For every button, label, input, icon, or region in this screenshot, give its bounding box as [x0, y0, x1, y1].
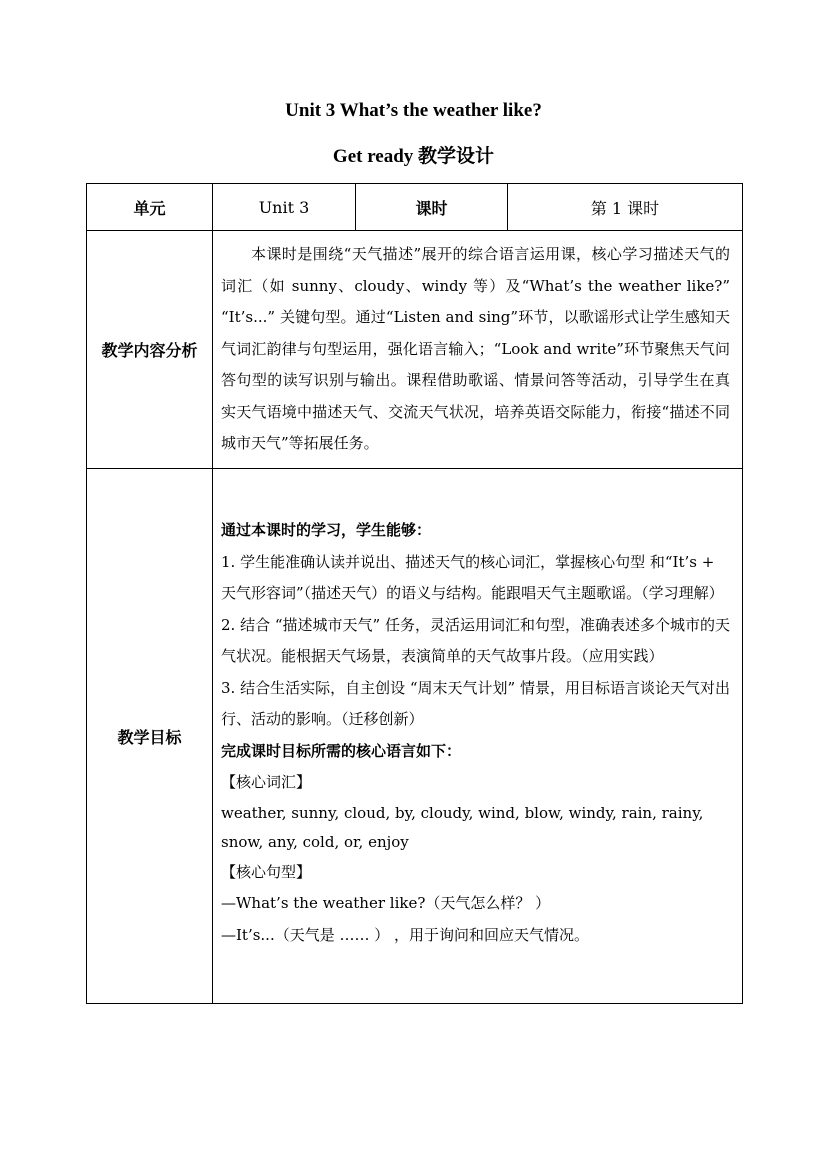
- pattern-2: —It’s...（天气是 …… ） ，用于询问和回应天气情况。: [221, 925, 590, 944]
- objectives-row: [87, 469, 743, 1004]
- pattern-1: —What’s the weather like?（天气怎么样？ ）: [221, 894, 551, 912]
- unit-label: 单元: [87, 184, 213, 231]
- document-subtitle: Get ready 教学设计: [332, 146, 495, 167]
- vocab-list: weather, sunny, cloud, by, cloudy, wind, blow, windy, rain, rainy, snow, any, cold, or, enjoy: [221, 803, 704, 851]
- core-language-intro: 完成课时目标所需的核心语言如下：: [221, 741, 462, 760]
- analysis-row: [87, 231, 743, 469]
- objectives-cell: [213, 469, 743, 1004]
- analysis-label: 教学内容分析: [87, 231, 213, 469]
- header-row: [87, 184, 743, 231]
- vocab-title: 【核心词汇】: [221, 773, 312, 791]
- pattern-title: 【核心句型】: [221, 862, 312, 881]
- period-label: 课时: [356, 184, 508, 231]
- objectives-intro: 通过本课时的学习，学生能够：: [221, 521, 432, 539]
- objectives-label: 教学目标: [87, 469, 213, 1004]
- lesson-plan-table: [86, 183, 743, 1004]
- unit-value: Unit 3: [213, 184, 356, 231]
- analysis-cell: [213, 231, 743, 469]
- goal-3: 3. 结合生活实际，自主创设 “周末天气计划” 情景，用目标语言谈论天气对出行、活动的影响。（迁移创新）: [221, 678, 730, 728]
- goal-2: 2. 结合 “描述城市天气” 任务，灵活运用词汇和句型，准确表述多个城市的天气状况。能根据天气场景，表演简单的天气故事片段。（应用实践）: [221, 615, 730, 665]
- period-value: 第 1 课时: [508, 184, 743, 231]
- goal-1: 1. 学生能准确认读并说出、描述天气的核心词汇，掌握核心句型 和“It’s + 天气形容词”（描述天气）的语义与结构。能跟唱天气主题歌谣。（学习理解）: [221, 552, 724, 602]
- document-title: Unit 3 What’s the weather like?: [285, 100, 542, 121]
- analysis-text: 本课时是围绕“天气描述”展开的综合语言运用课，核心学习描述天气的词汇（如 sunny、cloudy、windy 等）及“What’s the weather like?” “It’s...” 关键句型。通过“Listen and sing”环节，以歌谣形式让学生感知天气词汇韵律与句型运用，强化语言输入；“Look and write”环节聚焦天气问答句型的读写识别与输出。课程借助歌谣、情景问答等活动，引导学生在真实天气语境中描述天气、交流天气状况，培养英语交际能力，衔接“描述不同城市天气”等拓展任务。: [221, 245, 730, 453]
